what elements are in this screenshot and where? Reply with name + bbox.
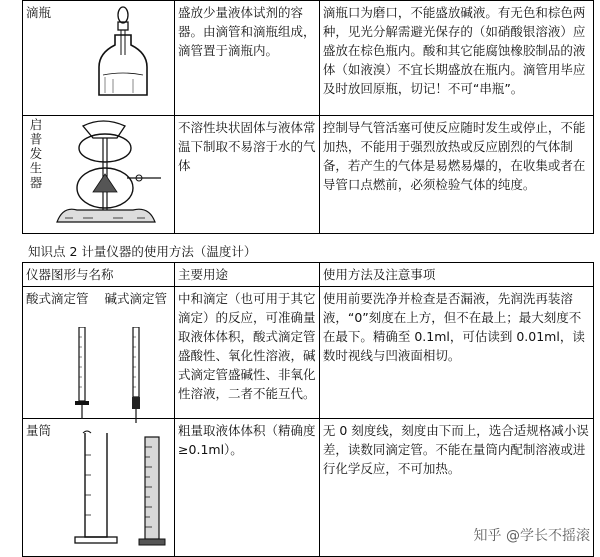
lab-equipment-table-1 xyxy=(22,0,594,234)
graduated-cylinder-icon xyxy=(27,425,167,550)
measuring-instruments-table xyxy=(22,262,594,557)
kipps-generator-icon xyxy=(53,118,165,230)
kipps-generator-notes: 控制导气管活塞可使反应随时发生或停止，不能加热，不能用于强烈放热或反应剧烈的气体制备，若产生的气体是易燃易爆的，在收集或者在导管口点燃前，必须检验气体的纯度。 xyxy=(319,116,593,234)
table-header-row xyxy=(23,263,594,287)
dropper-bottle-icon xyxy=(93,5,153,100)
dropper-bottle-cell xyxy=(23,1,175,116)
dropper-bottle-notes: 滴瓶口为磨口，不能盛放碱液。有无色和棕色两种，见光分解需避光保存的（如硝酸银溶液）应盛放在棕色瓶内。酸和其它能腐蚀橡胶制品的液体（如液溴）不宜长期盛放在瓶内。滴管用毕应及时放回原瓶，切记！不可“串瓶”。 xyxy=(319,1,593,116)
table-row xyxy=(23,1,594,116)
column-header: 仪器图形与名称 xyxy=(23,263,175,287)
column-header: 主要用途 xyxy=(175,263,320,287)
acid-burette-name: 酸式滴定管 xyxy=(26,291,89,306)
instrument-name: 量筒 xyxy=(26,423,52,438)
instrument-name: 启普发生器 xyxy=(28,118,43,191)
dropper-bottle-use: 盛放少量液体试剂的容器。由滴管和滴瓶组成，滴管置于滴瓶内。 xyxy=(175,1,320,116)
instrument-name: 滴瓶 xyxy=(26,5,52,20)
graduated-cylinder-cell xyxy=(23,419,175,557)
column-header: 使用方法及注意事项 xyxy=(319,263,593,287)
base-burette-name: 碱式滴定管 xyxy=(104,291,168,306)
kipps-generator-cell xyxy=(23,116,175,234)
table-row xyxy=(23,287,594,419)
burette-use: 中和滴定（也可用于其它滴定）的反应，可准确量取液体体积，酸式滴定管盛酸性、氧化性溶液，碱式滴定管盛碱性、非氧化性溶液，二者不能互代。 xyxy=(175,287,320,419)
burette-notes: 使用前要洗净并检查是否漏液，先润洗再装溶液，“0”刻度在上方，但不在最上；最大刻度不在最下。精确至 0.1ml，可估读到 0.01ml，读数时视线与凹液面相切。 xyxy=(319,287,593,419)
burette-cell xyxy=(23,287,175,419)
graduated-cylinder-use: 粗量取液体体积（精确度≥0.1ml）。 xyxy=(175,419,320,557)
burette-pair-icon xyxy=(43,327,163,427)
graduated-cylinder-notes: 无 0 刻度线，刻度由下而上，选合适规格减小误差，读数同滴定管。不能在量筒内配制溶液或进行化学反应，不可加热。 xyxy=(319,419,593,557)
table-row xyxy=(23,116,594,234)
kipps-generator-use: 不溶性块状固体与液体常温下制取不易溶于水的气体 xyxy=(175,116,320,234)
watermark: 知乎 @学长不摇滚 xyxy=(473,528,590,544)
section-title: 知识点 2 计量仪器的使用方法（温度计） xyxy=(28,244,257,259)
